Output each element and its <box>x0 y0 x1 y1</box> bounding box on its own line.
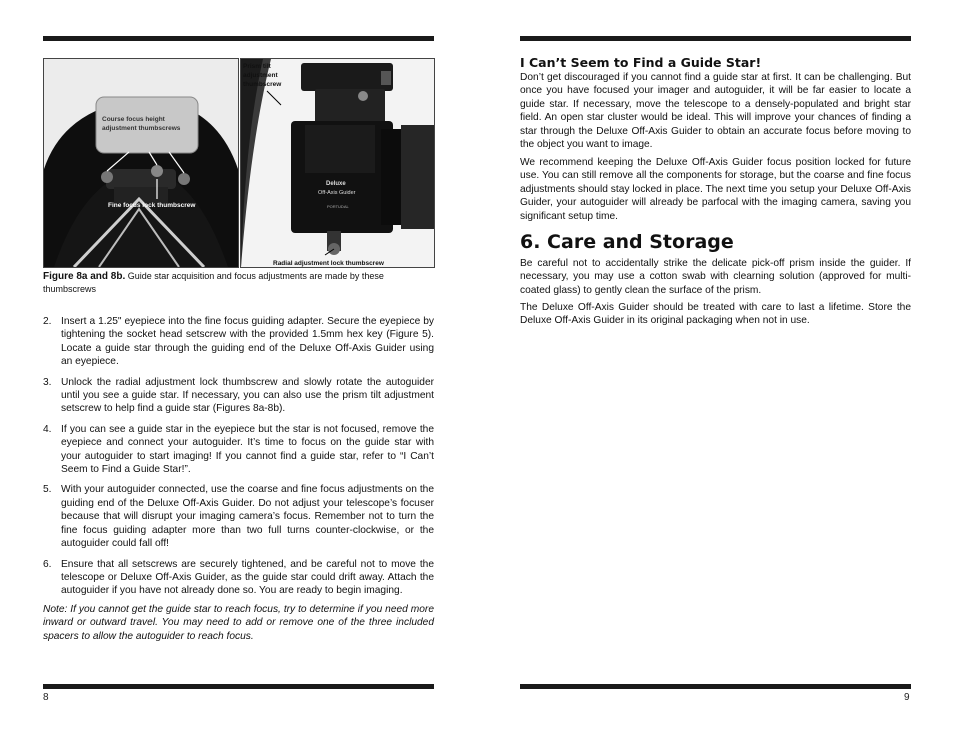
label-radial-lock: Radial adjustment lock thumbscrew <box>273 260 384 267</box>
step-item <box>43 423 434 477</box>
focus-note: Note: If you cannot get the guide star to reach focus, try to determine if you need more inward or outward travel. You may need to add or remove one of the three included spacers to allow the autoguider to reach focus. <box>43 604 434 642</box>
care-paragraph-1: Be careful not to accidentally strike the delicate pick-off prism inside the guider. If necessary, you may use a cotton swab with clearning solution (approved for multi-coated glass) to gently clean the surface of the prism. <box>520 258 911 296</box>
step-item <box>43 376 434 416</box>
step-number: 4. <box>43 423 52 435</box>
step-item <box>43 315 434 369</box>
bottom-rule-right <box>520 684 911 689</box>
step-text: If you can see a guide star in the eyepiece but the star is not focused, remove the eyepiece and connect your autoguider. It’s time to focus on the guide star with your autoguider to start imaging! If you cannot find a guide star, refer to “I Can’t Seem to Find a Guide Star!”. <box>61 423 434 476</box>
step-number: 3. <box>43 376 52 388</box>
figure-caption <box>43 270 435 295</box>
step-item <box>43 558 434 598</box>
device-maker-text: PORTUDAL <box>327 204 349 209</box>
step-number: 6. <box>43 558 52 570</box>
figure-8b-photo <box>240 58 435 268</box>
page-number-right: 9 <box>904 692 910 703</box>
step-text: Unlock the radial adjustment lock thumbscrew and slowly rotate the autoguider until you see a guide star. If necessary, you can also use the prism tilt adjustment setscrew to help find a guide star (Figures 8a-8b). <box>61 376 434 415</box>
step-text: Insert a 1.25" eyepiece into the fine focus guiding adapter. Secure the eyepiece by tightening the socket head setscrew with the provided 1.5mm hex key (Figure 5). Locate a guide star through the guiding end of the Deluxe Off-Axis Guider using an eyepiece. <box>61 316 434 368</box>
page-number-left: 8 <box>43 692 49 703</box>
guide-star-subheading: I Can’t Seem to Find a Guide Star! <box>520 55 762 70</box>
care-paragraph-2: The Deluxe Off-Axis Guider should be treated with care to last a lifetime. Store the Deluxe Off-Axis Guider in its original packaging when not in use. <box>520 302 911 327</box>
device-model-text: Off-Axis Guider <box>318 190 356 196</box>
step-number: 2. <box>43 316 52 327</box>
device-brand-text: Deluxe <box>326 181 346 187</box>
care-storage-heading: 6. Care and Storage <box>520 231 734 253</box>
figure-caption-text: Guide star acquisition and focus adjustments are made by these thumbscrews <box>43 271 384 294</box>
procedure-steps <box>43 315 434 605</box>
step-number: 5. <box>43 484 52 496</box>
label-fine-focus: Fine focus lock thumbscrew <box>108 202 196 209</box>
figure-8a-photo <box>43 58 239 268</box>
guide-star-paragraph-2: We recommend keeping the Deluxe Off-Axis Guider focus position locked for future use. You can still remove all the components for storage, but the coarse and fine focus adjustments should stay locked in place. The next time you setup your Deluxe Off-Axis Guider, your autoguider will already be parfocal with the imaging camera, saving you significant setup time. <box>520 157 911 222</box>
top-rule-left <box>43 36 434 41</box>
label-coarse-focus: Course focus height adjustment thumbscrews <box>102 116 181 132</box>
bottom-rule-left <box>43 684 434 689</box>
guide-star-paragraph-1: Don’t get discouraged if you cannot find a guide star at first. It can be challenging. But once you have focused your imager and autoguider, it will be far easier to locate a guide star. If necessary, move the telescope to a densely-populated and bright star field. An open star cluster would be ideal. This will improve your chances of finding a star through the Deluxe Off-Axis Guider to obtain an accurate focus before moving to the object you want to image. <box>520 72 911 151</box>
label-prism-tilt: Prism tilt adjustment thumbscrew <box>243 63 282 88</box>
figure-caption-title: Figure 8a and 8b. <box>43 271 126 282</box>
step-item <box>43 483 434 550</box>
step-text: With your autoguider connected, use the coarse and fine focus adjustments on the guiding end of the Deluxe Off-Axis Guider. Do not adjust your telescope’s focuser because that will disrupt your imaging camera’s focus. Remember not to turn the fine focus guiding adapter more than two full turns counter-clockwise, or the autoguider could fall off! <box>61 484 434 550</box>
step-text: Ensure that all setscrews are securely tightened, and be careful not to move the telescope or Deluxe Off-Axis Guider, as the guide star could drift away. Attach the autoguider if you have not already done so. You are ready to begin imaging. <box>61 558 434 597</box>
top-rule-right <box>520 36 911 41</box>
